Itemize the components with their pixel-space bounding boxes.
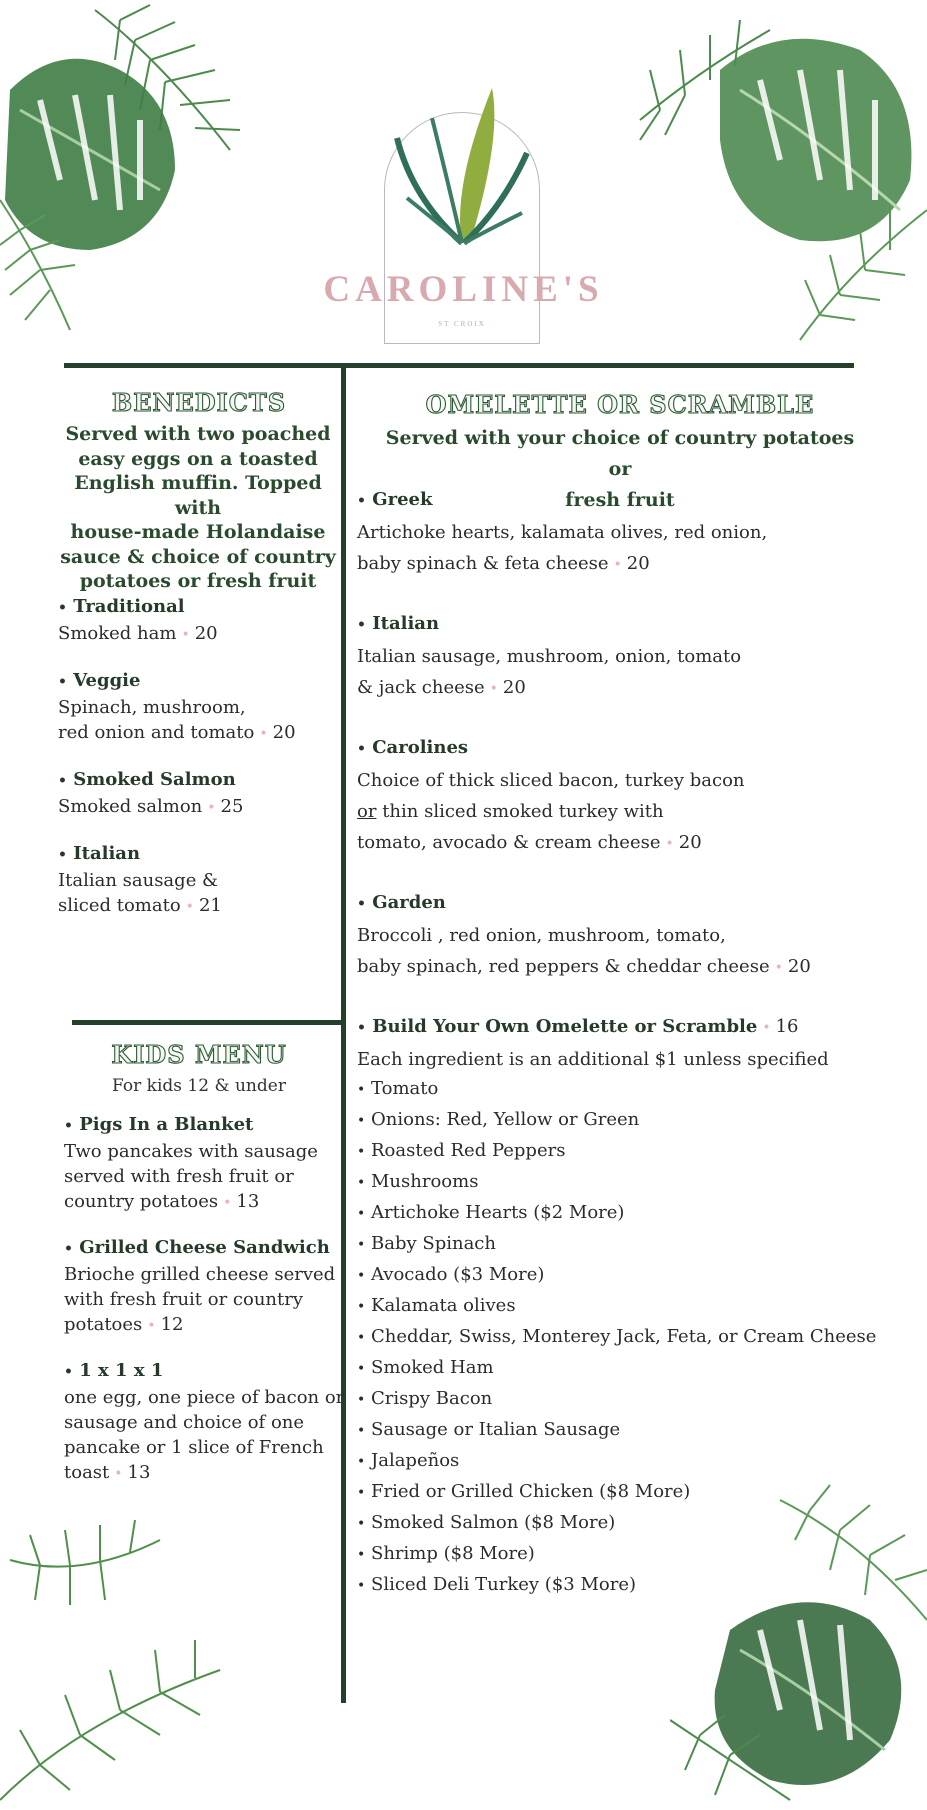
palm-leaf-bottom-left	[0, 1520, 250, 1810]
list-item: • Mushrooms	[357, 1171, 479, 1192]
logo-plant-icon	[392, 78, 532, 258]
menu-item: • Pigs In a Blanket Two pancakes with sausage served with fresh fruit or country potatoes • 13	[64, 1114, 318, 1212]
list-item: • Sliced Deli Turkey ($3 More)	[357, 1574, 636, 1595]
brand-location: ST CROIX	[438, 320, 486, 328]
build-your-own-header: • Build Your Own Omelette or Scramble • 16 Each ingredient is an additional $1 unless specified	[357, 1011, 829, 1075]
list-item: • Fried or Grilled Chicken ($8 More)	[357, 1481, 691, 1502]
list-item: • Jalapeños	[357, 1450, 460, 1471]
brand-name: CAROLINE'S	[323, 269, 604, 310]
list-item: • Shrimp ($8 More)	[357, 1543, 535, 1564]
benedicts-title: BENEDICTS	[111, 388, 287, 417]
monstera-leaf-bottom-right	[670, 1480, 927, 1810]
menu-item: • Italian Italian sausage, mushroom, onion, tomato & jack cheese • 20	[357, 613, 742, 698]
list-item: • Sausage or Italian Sausage	[357, 1419, 621, 1440]
list-item: • Smoked Salmon ($8 More)	[357, 1512, 616, 1533]
monstera-leaf-top-left	[0, 0, 290, 340]
list-item: • Baby Spinach	[357, 1233, 496, 1254]
list-item: • Onions: Red, Yellow or Green	[357, 1109, 640, 1130]
list-item: • Kalamata olives	[357, 1295, 516, 1316]
kids-menu-subtitle: For kids 12 & under	[112, 1076, 286, 1096]
menu-item: • Traditional Smoked ham • 20	[58, 596, 218, 644]
list-item: • Smoked Ham	[357, 1357, 494, 1378]
benedicts-subtitle: Served with two poached easy eggs on a toasted English muffin. Topped with house-made Holandaise sauce & choice of country potatoes or fresh fruit	[60, 423, 336, 592]
list-item: • Tomato	[357, 1078, 439, 1099]
omelette-subtitle: Served with your choice of country potatoes or fresh fruit	[385, 427, 855, 511]
menu-item: • 1 x 1 x 1 one egg, one piece of bacon or sausage and choice of one pancake or 1 slice of French toast • 13	[64, 1360, 345, 1483]
menu-item: • Garden Broccoli , red onion, mushroom, tomato, baby spinach, red peppers & cheddar cheese • 20	[357, 892, 811, 977]
menu-item: • Greek Artichoke hearts, kalamata olives, red onion, baby spinach & feta cheese • 20	[357, 489, 768, 574]
menu-item: • Smoked Salmon Smoked salmon • 25	[58, 769, 244, 817]
kids-menu-title: KIDS MENU	[111, 1040, 287, 1069]
menu-item: • Italian Italian sausage & sliced tomato • 21	[58, 843, 222, 916]
menu-item: • Carolines Choice of thick sliced bacon, turkey bacon or thin sliced smoked turkey with tomato, avocado & cream cheese • 20	[357, 737, 745, 853]
menu-item: • Veggie Spinach, mushroom, red onion and tomato • 20	[58, 670, 296, 743]
build-your-own-note: Each ingredient is an additional $1 unless specified	[357, 1049, 829, 1070]
list-item: • Avocado ($3 More)	[357, 1264, 545, 1285]
menu-item: • Grilled Cheese Sandwich Brioche grilled cheese served with fresh fruit or country potatoes • 12	[64, 1237, 336, 1335]
list-item: • Cheddar, Swiss, Monterey Jack, Feta, or Cream Cheese	[357, 1326, 877, 1347]
list-item: • Artichoke Hearts ($2 More)	[357, 1202, 625, 1223]
omelette-title: OMELETTE OR SCRAMBLE	[425, 390, 815, 419]
top-divider	[64, 363, 854, 368]
monstera-leaf-top-right	[630, 10, 927, 360]
kids-divider	[72, 1020, 344, 1025]
list-item: • Crispy Bacon	[357, 1388, 493, 1409]
list-item: • Roasted Red Peppers	[357, 1140, 566, 1161]
